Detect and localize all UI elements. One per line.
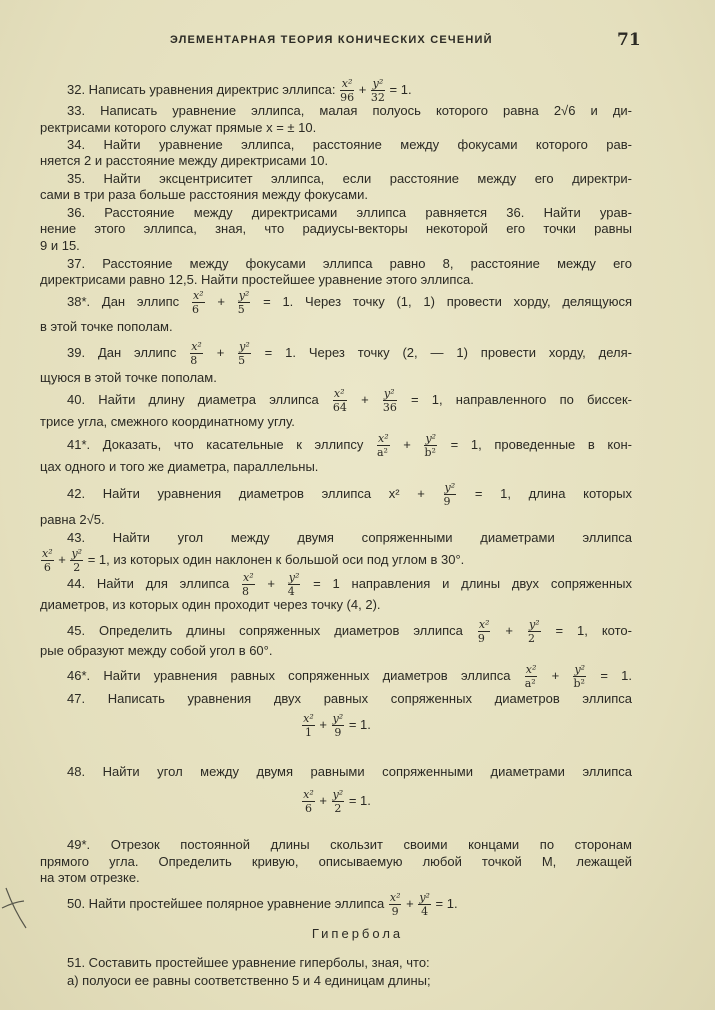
- running-title: ЭЛЕМЕНТАРНАЯ ТЕОРИЯ КОНИЧЕСКИХ СЕЧЕНИЙ: [170, 34, 493, 46]
- problem-line: [40, 869, 632, 887]
- text-run: директрисами равно 12,5. Найти простейшее уравнение этого эллипса.: [40, 272, 474, 287]
- numerator: x²: [478, 618, 490, 631]
- denominator: 5: [237, 303, 245, 316]
- text-run: +: [315, 792, 331, 808]
- fraction: [333, 388, 347, 413]
- text-run: = 1 направления и длины двух сопряженных: [301, 575, 632, 591]
- denominator: 8: [242, 585, 249, 598]
- numerator: y²: [238, 289, 250, 302]
- denominator: 8: [190, 354, 198, 367]
- text-run: няется 2 и расстояние между директрисами 10.: [40, 153, 329, 168]
- text-run: 37. Расстояние между фокусами эллипса равно 8, расстояние между его: [67, 256, 632, 271]
- text-run: 48. Найти угол между двумя равными сопряженными диаметрами эллипса: [67, 764, 632, 779]
- fraction: [192, 290, 205, 315]
- text-run: +: [54, 551, 70, 567]
- denominator: 9: [443, 495, 451, 508]
- text-run: равна 2√5.: [40, 512, 105, 527]
- denominator: 6: [43, 561, 51, 574]
- fraction: [238, 341, 251, 366]
- page-number: 71: [617, 30, 641, 50]
- fraction: [242, 572, 255, 597]
- denominator: 4: [287, 585, 295, 598]
- problem-line: [40, 433, 632, 458]
- problem-line: [40, 482, 632, 507]
- problem-line: [40, 152, 632, 170]
- denominator: 2: [73, 561, 81, 574]
- denominator: 1: [304, 726, 312, 739]
- text-run: рые образуют между собой угол в 60°.: [40, 643, 273, 658]
- text-run: +: [491, 622, 527, 638]
- denominator: 36: [382, 401, 397, 414]
- text-run: +: [205, 293, 237, 309]
- problem-line: [40, 892, 632, 917]
- numerator: y²: [383, 388, 397, 401]
- problem-line: [40, 388, 632, 413]
- problem-line: [40, 836, 632, 854]
- numerator: x²: [191, 340, 202, 353]
- text-run: +: [347, 391, 382, 407]
- problem-line: [40, 572, 632, 597]
- denominator: a²: [524, 677, 536, 690]
- fraction: [70, 548, 83, 573]
- denominator: 96: [340, 91, 355, 104]
- denominator: 2: [334, 802, 342, 815]
- text-run: +: [203, 344, 238, 360]
- text-run: 36. Расстояние между директрисами эллипса равняется 36. Найти урав-: [67, 205, 632, 220]
- denominator: 9: [334, 726, 342, 739]
- pencil-mark-icon: [0, 880, 60, 940]
- denominator: 2: [527, 632, 535, 645]
- numerator: x²: [192, 289, 204, 302]
- numerator: y²: [71, 547, 83, 560]
- fraction: [424, 433, 437, 458]
- problem-line: [40, 271, 632, 289]
- denominator: 64: [332, 401, 347, 414]
- text-run: 9 и 15.: [40, 238, 80, 253]
- numerator: y²: [425, 432, 437, 445]
- fraction: [528, 619, 541, 644]
- problem-line: [40, 78, 632, 103]
- text-run: 49*. Отрезок постоянной длины скользит своими концами по сторонам: [67, 837, 632, 852]
- problem-line: [40, 318, 632, 336]
- numerator: y²: [528, 618, 540, 631]
- text-run: 32. Написать уравнения директрис эллипса:: [67, 81, 340, 97]
- problem-line: [40, 413, 632, 431]
- problem-formula: [40, 713, 632, 738]
- denominator: 6: [304, 802, 312, 815]
- numerator: x²: [389, 891, 401, 904]
- numerator: x²: [303, 788, 314, 801]
- text-run: на этом отрезке.: [40, 870, 140, 885]
- numerator: x²: [333, 388, 347, 401]
- text-run: 44. Найти для эллипса: [67, 575, 241, 591]
- text-run: = 1. Через точку (2, — 1) провести хорду, деля-: [251, 344, 632, 360]
- text-run: щуюся в этой точке пополам.: [40, 370, 217, 385]
- denominator: a²: [376, 446, 388, 459]
- text-run: 42. Найти уравнения диаметров эллипса x² +: [67, 485, 443, 501]
- text-run: цах одного и того же диаметра, параллельны.: [40, 459, 319, 474]
- numerator: x²: [525, 663, 537, 676]
- denominator: 9: [391, 905, 399, 918]
- fraction: [302, 713, 315, 738]
- fraction: [302, 789, 315, 814]
- text-run: сами в три раза больше расстояния между фокусами.: [40, 187, 368, 202]
- text-run: = 1, кото-: [541, 622, 632, 638]
- text-run: = 1.: [587, 667, 632, 683]
- text-run: 43. Найти угол между двумя сопряженными диаметрами эллипса: [67, 530, 632, 545]
- problem-line: [40, 619, 632, 644]
- numerator: x²: [377, 432, 389, 445]
- text-run: 38*. Дан эллипс: [67, 293, 191, 309]
- text-run: 50. Найти простейшее полярное уравнение эллипса: [67, 895, 388, 911]
- text-run: 39. Дан эллипс: [67, 344, 190, 360]
- denominator: 32: [370, 91, 385, 104]
- text-run: = 1.: [345, 792, 371, 808]
- numerator: y²: [574, 663, 586, 676]
- problem-line: [40, 763, 632, 781]
- text-run: = 1, длина которых: [457, 485, 632, 501]
- text-run: ректрисами которого служат прямые x = ± 10.: [40, 120, 317, 135]
- problem-line: [40, 220, 632, 238]
- fraction: [371, 78, 385, 103]
- problem-line: [40, 341, 632, 366]
- text-run: = 1. Через точку (1, 1) провести хорду, делящуюся: [251, 293, 632, 309]
- numerator: y²: [239, 340, 250, 353]
- numerator: y²: [332, 712, 344, 725]
- problem-line: [40, 458, 632, 476]
- text-run: +: [315, 716, 331, 732]
- text-run: 35. Найти эксцентриситет эллипса, если расстояние между его директри-: [67, 171, 632, 186]
- text-run: = 1, проведенные в кон-: [438, 436, 632, 452]
- problem-line: [40, 186, 632, 204]
- text-run: +: [390, 436, 424, 452]
- fraction: [238, 290, 251, 315]
- numerator: y²: [444, 481, 456, 494]
- fraction: [389, 892, 402, 917]
- fraction: [418, 892, 431, 917]
- numerator: y²: [288, 571, 300, 584]
- text-run: 34. Найти уравнение эллипса, расстояние между фокусами которого рав-: [67, 137, 632, 152]
- text-run: диаметров, из которых один проходит через точку (4, 2).: [40, 597, 381, 612]
- problem-line: [40, 690, 632, 708]
- fraction: [525, 664, 538, 689]
- denominator: 4: [421, 905, 429, 918]
- problem-formula: [40, 789, 632, 814]
- numerator: y²: [419, 891, 430, 904]
- fraction: [444, 482, 457, 507]
- text-run: = 1.: [431, 895, 458, 911]
- problem-line: [40, 369, 632, 387]
- numerator: x²: [303, 712, 314, 725]
- fraction: [332, 713, 345, 738]
- fraction: [573, 664, 586, 689]
- numerator: x²: [341, 77, 353, 90]
- fraction: [332, 789, 345, 814]
- numerator: x²: [42, 547, 53, 560]
- problem-line: [40, 102, 632, 120]
- denominator: b²: [573, 677, 585, 690]
- text-run: 40. Найти длину диаметра эллипса: [67, 391, 332, 407]
- fraction: [41, 548, 54, 573]
- problem-line: [40, 119, 632, 137]
- problem-line: [40, 290, 632, 315]
- denominator: 6: [191, 303, 199, 316]
- numerator: y²: [332, 788, 344, 801]
- text-run: 33. Написать уравнение эллипса, малая полуось которого равна 2√6 и ди-: [67, 103, 632, 118]
- problem-line: [40, 511, 632, 529]
- text-run: = 1, направленного по биссек-: [397, 391, 632, 407]
- problem-line: [40, 237, 632, 255]
- section-title: Гипербола: [311, 926, 404, 941]
- fraction: [383, 388, 397, 413]
- text-run: = 1.: [345, 716, 371, 732]
- denominator: b²: [424, 446, 436, 459]
- problem-line: [40, 664, 632, 689]
- text-run: 46*. Найти уравнения равных сопряженных диаметров эллипса: [67, 667, 524, 683]
- text-run: прямого угла. Определить кривую, описываемую любой точкой M, лежащей: [40, 854, 632, 869]
- text-run: трисе угла, смежного координатному углу.: [40, 414, 295, 429]
- text-run: +: [538, 667, 573, 683]
- numerator: y²: [372, 77, 384, 90]
- numerator: x²: [243, 571, 254, 584]
- text-run: = 1.: [385, 81, 412, 97]
- text-run: +: [355, 81, 370, 97]
- text-run: 51. Составить простейшее уравнение гиперболы, зная, что:: [67, 955, 430, 970]
- fraction: [190, 341, 203, 366]
- text-run: нение этого эллипса, зная, что радиусы-векторы некоторой его точки равны: [40, 221, 632, 236]
- text-run: в этой точке пополам.: [40, 319, 173, 334]
- text-run: +: [402, 895, 418, 911]
- denominator: 5: [238, 354, 246, 367]
- fraction: [377, 433, 390, 458]
- text-run: 47. Написать уравнения двух равных сопряженных диаметров эллипса: [67, 691, 632, 706]
- text-run: 41*. Доказать, что касательные к эллипсу: [67, 436, 376, 452]
- problem-line: [40, 954, 632, 972]
- denominator: 9: [477, 632, 485, 645]
- problem-line: [40, 529, 632, 547]
- problem-line: [40, 548, 632, 573]
- fraction: [478, 619, 491, 644]
- problem-line: [40, 972, 632, 990]
- fraction: [288, 572, 301, 597]
- text-run: = 1, из которых один наклонен к большой оси под углом в 30°.: [84, 551, 465, 567]
- problem-line: [40, 596, 632, 614]
- fraction: [340, 78, 354, 103]
- text-run: а) полуоси ее равны соответственно 5 и 4 единицам длины;: [67, 973, 431, 988]
- problem-line: [40, 642, 632, 660]
- text-run: 45. Определить длины сопряженных диаметров эллипса: [67, 622, 477, 638]
- text-run: +: [255, 575, 287, 591]
